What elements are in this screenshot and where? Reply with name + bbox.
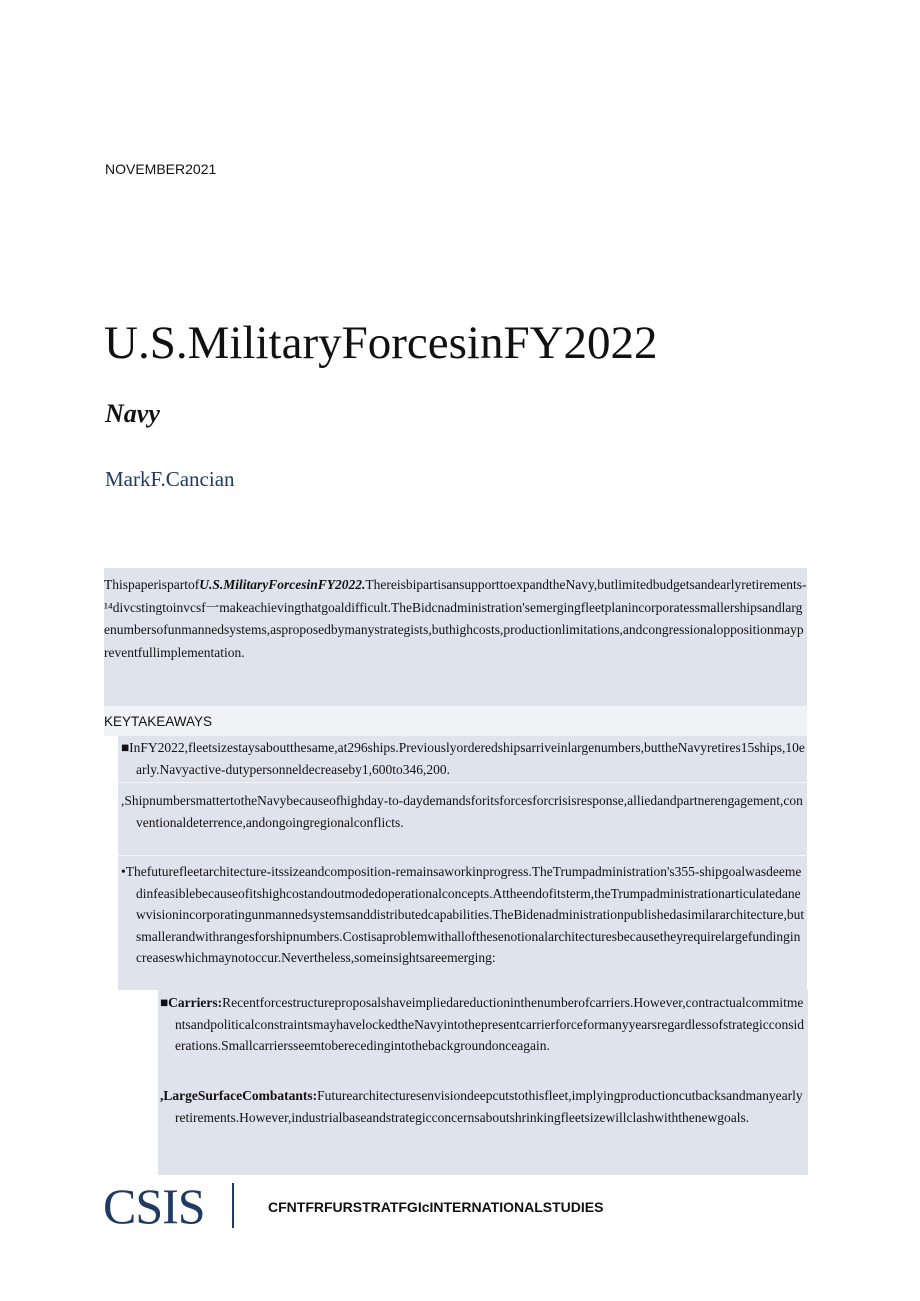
sub-bullet-marker: ■ <box>160 995 169 1010</box>
list-item <box>121 790 805 833</box>
bullet-divider <box>118 855 807 856</box>
summary-body: ThereisbipartisansupporttoexpandtheNavy,butlimitedbudgetsandearlyretirements-¹⁴divcstingtoinvcsf一makeachievingthatgoaldifficult.TheBidcnadministration'semergingfleetplanincorporatessmallershipsandlargenumbersofunmannedsystems,asproposedbymanystrategists,buthighcosts,productionlimitations,andcongressionaloppositionmaypreventfullimplementation. <box>104 577 807 660</box>
report-subtitle: Navy <box>105 399 160 428</box>
bullet-marker: ■ <box>121 740 130 755</box>
bullet-marker: , <box>121 793 125 808</box>
sub-bullet-label: Carriers: <box>168 995 223 1010</box>
report-title: U.S.MilitaryForcesinFY2022 <box>104 317 658 369</box>
summary-paragraph <box>104 568 807 664</box>
list-item <box>160 992 805 1057</box>
summary-box <box>104 568 807 706</box>
list-item <box>121 737 805 780</box>
list-item <box>121 861 805 969</box>
logo-divider <box>232 1183 234 1228</box>
bullet-marker: • <box>121 864 126 879</box>
csis-logo: CSIS <box>103 1178 205 1234</box>
publication-date: NOVEMBER2021 <box>105 161 217 177</box>
organization-name: CFNTFRFURSTRATFGIcINTERNATIONALSTUDIES <box>268 1199 604 1215</box>
series-title: U.S.MilitaryForcesinFY2022. <box>199 577 366 592</box>
list-item <box>160 1085 805 1128</box>
sub-bullet-text: Recentforcestructureproposalshaveimpliedareductioninthenumberofcarriers.However,contractualcommitmentsandpoliticalconstraintsmayhavelockedtheNavyintothepresentcarrierforceformanyyearsregardlessofstrategicconsiderations.Smallcarriersseemtoberecedingintothebackgroundonceagain. <box>175 995 804 1053</box>
bullet-text: ShipnumbersmattertotheNavybecauseofhighday-to-daydemandsforitsforcesforcrisisresponse,alliedandpartnerengagement,conventionaldeterrence,andongoingregionalconflicts. <box>124 793 803 830</box>
bullet-text: InFY2022,fleetsizestaysaboutthesame,at296ships.Previouslyorderedshipsarriveinlargenumbers,buttheNavyretires15ships,10early.Navyactive-dutypersonneldecreaseby1,600to346,200. <box>129 740 805 777</box>
sub-bullet-label: LargeSurfaceCombatants: <box>163 1088 318 1103</box>
bullet-divider <box>118 782 807 783</box>
author-name: MarkF.Cancian <box>105 467 235 491</box>
key-takeaways-heading: KEYTAKEAWAYS <box>104 714 213 729</box>
bullet-text: Thefuturefleetarchitecture-itssizeandcomposition-remainsaworkinprogress.TheTrumpadministration's355-shipgoalwasdeemedinfeasiblebecauseofitshighcostandoutmodedoperationalconcepts.Attheendofitsterm,theTrumpadministrationarticulatedanewvisionincorporatingunmannedsystemsanddistributedcapabilities.TheBidenadministrationpublishedasimilararchitecture,butsmallerandwithrangesforshipnumbers.Costisaproblemwithallofthesenotionalarchitecturesbecausetheyrequirelargefundingincreaseswhichmaynotoccur.Nevertheless,someinsightsareemerging: <box>125 864 805 965</box>
summary-lead: Thispaperispartof <box>104 577 200 592</box>
sub-bullet-marker: , <box>160 1088 164 1103</box>
sub-bullet-text: Futurearchitecturesenvisiondeepcutstothisfleet,implyingproductioncutbacksandmanyearlyretirements.However,industrialbaseandstrategicconcernsaboutshrinkingfleetsizewillclashwiththenewgoals. <box>175 1088 803 1125</box>
